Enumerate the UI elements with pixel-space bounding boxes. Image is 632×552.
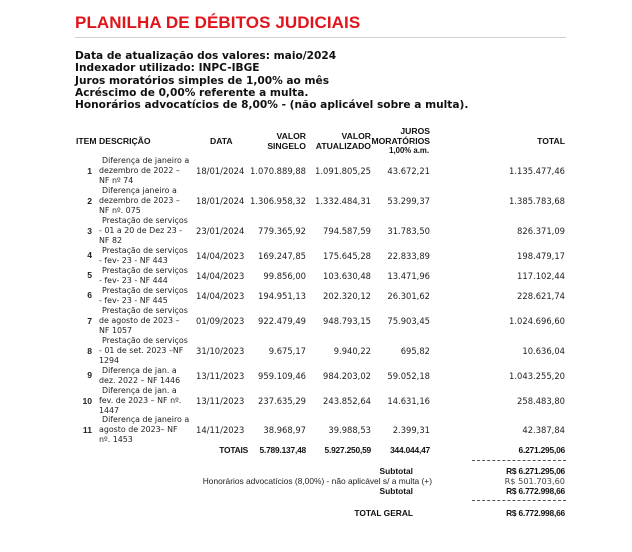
desc-line: NF nº. 075: [99, 206, 141, 215]
row-valor-singelo: 9.675,17: [268, 346, 306, 356]
row-total: 117.102,44: [517, 271, 565, 281]
desc-line: Prestação de serviços: [102, 266, 188, 275]
row-date: 31/10/2023: [196, 346, 245, 356]
row-juros: 2.399,31: [392, 425, 430, 435]
row-valor-atualizado: 1.091.805,25: [315, 166, 371, 176]
header-valor-atualizado-line2: ATUALIZADO: [315, 141, 371, 151]
desc-line: 1294: [99, 356, 120, 365]
row-date: 13/11/2023: [196, 371, 245, 381]
header-valor-singelo-line2: SINGELO: [267, 141, 306, 151]
row-date: 14/11/2023: [196, 425, 245, 435]
row-total: 1.043.255,20: [509, 371, 565, 381]
desc-line: - 01 de set. 2023 –NF: [99, 346, 184, 355]
row-date: 18/01/2024: [196, 196, 245, 206]
desc-line: dez. 2022 – NF 1446: [99, 376, 181, 385]
header-valor-singelo-line1: VALOR: [276, 131, 306, 141]
page-title: PLANILHA DE DÉBITOS JUDICIAIS: [75, 13, 361, 32]
header-descricao: DESCRIÇÃO: [99, 136, 151, 146]
subtotal2-label: Subtotal: [379, 486, 413, 496]
row-item-number: 6: [87, 290, 92, 300]
row-total: 1.135.477,46: [509, 166, 565, 176]
row-description: [99, 266, 199, 286]
row-juros: 695,82: [400, 346, 430, 356]
row-item-number: 2: [87, 196, 92, 206]
row-valor-atualizado: 9.940,22: [333, 346, 371, 356]
totals-juros: 344.044,47: [390, 445, 430, 455]
row-date: 14/04/2023: [196, 271, 245, 281]
row-valor-atualizado: 794.587,59: [323, 226, 371, 236]
desc-line: Prestação de serviços: [102, 246, 188, 255]
row-item-number: 8: [87, 346, 92, 356]
row-description: [99, 306, 199, 336]
row-valor-singelo: 237.635,29: [258, 396, 306, 406]
info-interest: Juros moratórios simples de 1,00% ao mês: [75, 74, 330, 87]
row-total: 228.621,74: [517, 291, 565, 301]
row-item-number: 5: [87, 270, 92, 280]
row-valor-atualizado: 984.203,02: [323, 371, 371, 381]
summary-divider: [472, 460, 566, 461]
row-total: 826.371,09: [517, 226, 565, 236]
total-divider: [472, 500, 566, 501]
row-valor-atualizado: 175.645,28: [323, 251, 371, 261]
desc-line: dezembro de 2022 –: [99, 166, 180, 175]
row-description: [99, 366, 199, 386]
desc-line: NF 82: [99, 236, 122, 245]
row-juros: 26.301,62: [387, 291, 430, 301]
header-juros: [366, 126, 430, 156]
row-valor-singelo: 1.070.889,88: [250, 166, 306, 176]
row-description: [99, 186, 199, 216]
row-juros: 75.903,45: [387, 316, 430, 326]
total-geral-value: R$ 6.772.998,66: [506, 508, 565, 518]
row-valor-singelo: 194.951,13: [258, 291, 306, 301]
row-valor-atualizado: 243.852,64: [323, 396, 371, 406]
row-item-number: 3: [87, 226, 92, 236]
row-total: 198.479,17: [517, 251, 565, 261]
row-valor-singelo: 38.968,97: [263, 425, 306, 435]
desc-line: de agosto de 2023 –: [99, 316, 180, 325]
totals-valor-singelo: 5.789.137,48: [259, 445, 306, 455]
row-item-number: 1: [87, 166, 92, 176]
desc-line: - fev- 23 - NF 445: [99, 296, 168, 305]
row-valor-singelo: 922.479,49: [258, 316, 306, 326]
total-geral-label: TOTAL GERAL: [354, 508, 413, 518]
row-juros: 59.052,18: [387, 371, 430, 381]
row-total: 1.024.696,60: [509, 316, 565, 326]
row-valor-singelo: 779.365,92: [258, 226, 306, 236]
row-date: 13/11/2023: [196, 396, 245, 406]
row-juros: 31.783,50: [387, 226, 430, 236]
row-item-number: 11: [82, 425, 92, 435]
subtotal-value: R$ 6.271.295,06: [506, 466, 565, 476]
desc-line: Diferença de janeiro a: [102, 415, 190, 424]
row-description: [99, 216, 199, 246]
desc-line: Diferença janeiro a: [102, 186, 177, 195]
info-update-date: Data de atualização dos valores: maio/2024: [75, 50, 337, 62]
desc-line: dezembro de 2023 –: [99, 196, 180, 205]
subtotal-label: Subtotal: [379, 466, 413, 476]
row-juros: 53.299,37: [387, 196, 430, 206]
desc-line: Diferença de janeiro a: [102, 156, 190, 165]
desc-line: - fev- 23 - NF 443: [99, 256, 168, 265]
row-juros: 22.833,89: [387, 251, 430, 261]
desc-line: Diferença de jan. a: [102, 386, 177, 395]
row-valor-atualizado: 948.793,15: [323, 316, 371, 326]
info-indexer: Indexador utilizado: INPC-IBGE: [75, 62, 260, 75]
row-valor-singelo: 169.247,85: [258, 251, 306, 261]
row-item-number: 7: [87, 316, 92, 326]
header-total: TOTAL: [537, 136, 565, 146]
totals-valor-atualizado: 5.927.250,59: [324, 445, 371, 455]
row-total: 1.385.783,68: [509, 196, 565, 206]
row-date: 01/09/2023: [196, 316, 245, 326]
row-juros: 14.631,16: [387, 396, 430, 406]
row-total: 10.636,04: [522, 346, 565, 356]
row-valor-singelo: 1.306.958,32: [250, 196, 306, 206]
honorarios-value: R$ 501.703,60: [504, 476, 565, 486]
row-juros: 13.471,96: [387, 271, 430, 281]
header-valor-singelo: [248, 131, 306, 151]
row-valor-atualizado: 39.988,53: [328, 425, 371, 435]
desc-line: Prestação de serviços: [102, 216, 188, 225]
row-date: 23/01/2024: [196, 226, 245, 236]
row-valor-singelo: 99.856,00: [263, 271, 306, 281]
desc-line: nº. 1453: [99, 435, 133, 444]
row-description: [99, 156, 199, 186]
desc-line: - 01 a 20 de Dez 23 -: [99, 226, 183, 235]
title-divider: [75, 37, 566, 38]
subtotal2-value: R$ 6.772.998,66: [506, 486, 565, 496]
row-item-number: 4: [87, 250, 92, 260]
header-valor-atualizado: [306, 131, 371, 151]
row-description: [99, 246, 199, 266]
row-description: [99, 415, 199, 445]
header-data: DATA: [210, 136, 233, 146]
row-item-number: 9: [87, 370, 92, 380]
honorarios-label: Honorários advocatícios (8,00%) - não aplicável s/ a multa (+): [202, 476, 432, 486]
row-juros: 43.672,21: [387, 166, 430, 176]
desc-line: - fev- 23 - NF 444: [99, 276, 168, 285]
row-date: 14/04/2023: [196, 291, 245, 301]
desc-line: agosto de 2023– NF: [99, 425, 178, 434]
row-valor-singelo: 959.109,46: [258, 371, 306, 381]
desc-line: fev. de 2023 – NF nº.: [99, 396, 182, 405]
row-total: 258.483,80: [517, 396, 565, 406]
header-juros-line2: MORATÓRIOS: [371, 136, 430, 146]
desc-line: Prestação de serviços: [102, 286, 188, 295]
row-item-number: 10: [82, 396, 92, 406]
row-description: [99, 286, 199, 306]
row-date: 18/01/2024: [196, 166, 245, 176]
desc-line: 1447: [99, 406, 120, 415]
desc-line: NF nº 74: [99, 176, 134, 185]
row-date: 14/04/2023: [196, 251, 245, 261]
row-valor-atualizado: 202.320,12: [323, 291, 371, 301]
row-valor-atualizado: 1.332.484,31: [315, 196, 371, 206]
desc-line: Diferença de jan. a: [102, 366, 177, 375]
row-description: [99, 336, 199, 366]
row-valor-atualizado: 103.630,48: [323, 271, 371, 281]
info-penalty: Acréscimo de 0,00% referente a multa.: [75, 86, 309, 99]
info-block: [75, 50, 468, 111]
row-description: [99, 386, 199, 416]
totals-label: TOTAIS: [219, 445, 248, 455]
desc-line: Prestação de serviços: [102, 336, 188, 345]
header-juros-line1: JUROS: [400, 126, 430, 136]
row-total: 42.387,84: [522, 425, 565, 435]
info-fees: Honorários advocatícios de 8,00% - (não aplicável sobre a multa).: [75, 99, 469, 112]
header-item: ITEM: [76, 136, 97, 146]
header-valor-atualizado-line1: VALOR: [341, 131, 371, 141]
desc-line: Prestação de serviços: [102, 306, 188, 315]
header-juros-line3: 1,00% a.m.: [389, 146, 429, 155]
desc-line: NF 1057: [99, 326, 133, 335]
totals-total: 6.271.295,06: [518, 445, 565, 455]
